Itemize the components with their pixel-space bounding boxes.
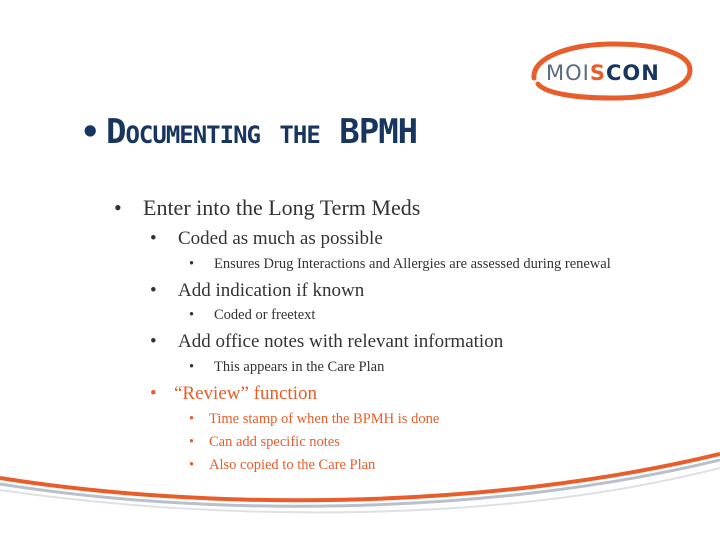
bullet-l3d1: •: [189, 411, 195, 427]
bullet-l2d: •: [150, 383, 157, 404]
bullet-text-l2d: “Review” function: [174, 383, 317, 404]
decorative-swoosh: [0, 440, 720, 540]
bullet-text-l3d2: Can add specific notes: [209, 434, 340, 450]
bullet-text-l1: Enter into the Long Term Meds: [143, 195, 421, 220]
bullet-text-l2a: Coded as much as possible: [178, 228, 383, 249]
title-bullet: •: [80, 113, 101, 151]
bullet-text-l3d3: Also copied to the Care Plan: [209, 457, 376, 473]
bullet-text-l3b: Coded or freetext: [214, 307, 316, 323]
bullet-text-l3c: This appears in the Care Plan: [214, 359, 385, 375]
bullet-l3c: •: [189, 359, 195, 375]
bullet-text-l2b: Add indication if known: [178, 280, 365, 301]
bullet-text-l3d1: Time stamp of when the BPMH is done: [209, 411, 440, 427]
bullet-l3b: •: [189, 307, 195, 323]
title-text: Documenting the BPMH: [106, 112, 418, 152]
bullet-l2a: •: [150, 228, 157, 249]
bullet-l2c: •: [150, 331, 157, 352]
logo-wordmark: [546, 61, 660, 85]
bullet-l2b: •: [150, 280, 157, 301]
logo-text-con: CON: [605, 61, 660, 85]
logo-text-moi: MOI: [546, 61, 590, 85]
logo-text-s: S: [589, 61, 606, 85]
bullet-l1: •: [114, 195, 122, 220]
moiscon-logo: [528, 40, 698, 102]
bullet-text-l2c: Add office notes with relevant information: [178, 331, 504, 352]
bullet-text-l3a: Ensures Drug Interactions and Allergies are assessed during renewal: [214, 256, 611, 272]
bullet-l3d3: •: [189, 457, 195, 473]
bullet-l3a: •: [189, 256, 195, 272]
bullet-l3d2: •: [189, 434, 195, 450]
